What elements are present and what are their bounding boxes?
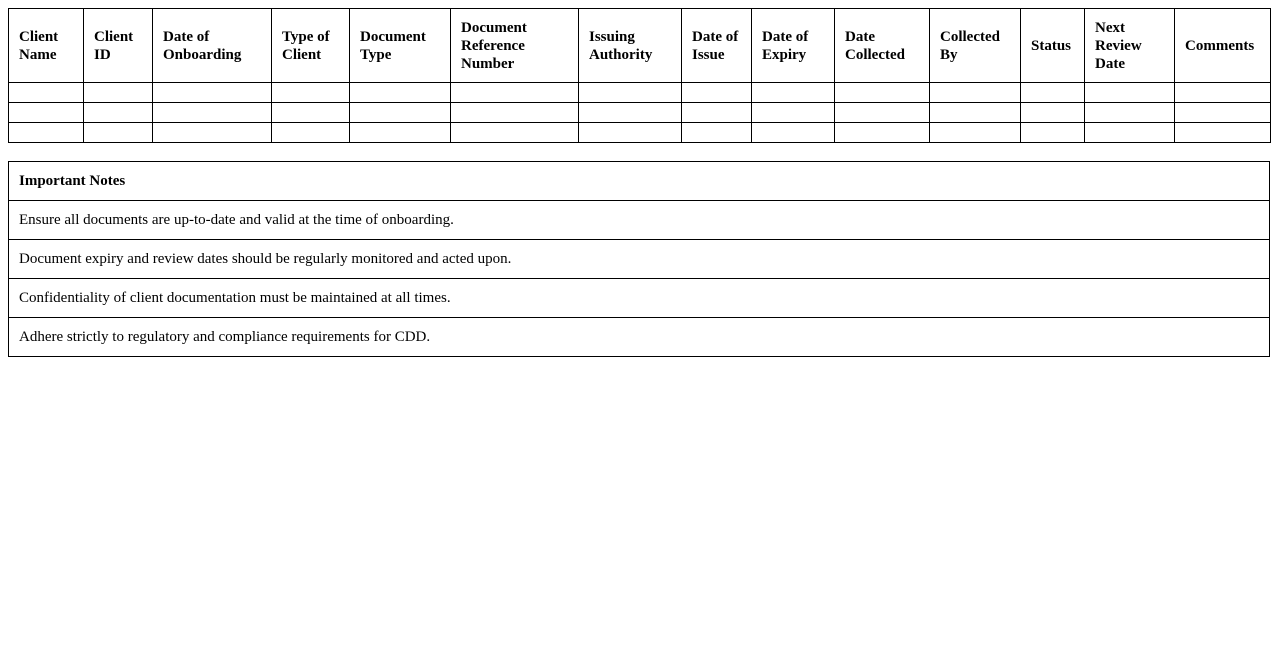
table-cell[interactable]: [930, 123, 1021, 143]
table-cell[interactable]: [682, 123, 752, 143]
table-cell[interactable]: [84, 83, 153, 103]
note-item: Ensure all documents are up-to-date and valid at the time of onboarding.: [9, 201, 1270, 240]
column-header-date-of-expiry: Date of Expiry: [752, 9, 835, 83]
table-cell[interactable]: [9, 83, 84, 103]
table-cell[interactable]: [1175, 103, 1271, 123]
note-item: Confidentiality of client documentation must be maintained at all times.: [9, 279, 1270, 318]
table-cell[interactable]: [1085, 103, 1175, 123]
column-header-client-name: Client Name: [9, 9, 84, 83]
document-body: [8, 8, 1270, 357]
note-item: Adhere strictly to regulatory and compliance requirements for CDD.: [9, 318, 1270, 357]
table-row: [9, 103, 1271, 123]
table-cell[interactable]: [682, 103, 752, 123]
table-cell[interactable]: [272, 123, 350, 143]
note-row: [9, 201, 1270, 240]
column-header-status: Status: [1021, 9, 1085, 83]
table-cell[interactable]: [752, 123, 835, 143]
table-cell[interactable]: [272, 83, 350, 103]
table-cell[interactable]: [153, 123, 272, 143]
table-cell[interactable]: [930, 103, 1021, 123]
table-cell[interactable]: [835, 103, 930, 123]
column-header-type-of-client: Type of Client: [272, 9, 350, 83]
table-cell[interactable]: [9, 123, 84, 143]
table-cell[interactable]: [1021, 103, 1085, 123]
table-cell[interactable]: [451, 103, 579, 123]
table-cell[interactable]: [579, 103, 682, 123]
table-cell[interactable]: [579, 83, 682, 103]
column-header-date-of-issue: Date of Issue: [682, 9, 752, 83]
table-cell[interactable]: [835, 83, 930, 103]
table-cell[interactable]: [1021, 83, 1085, 103]
table-cell[interactable]: [272, 103, 350, 123]
note-item: Document expiry and review dates should be regularly monitored and acted upon.: [9, 240, 1270, 279]
column-header-collected-by: Collected By: [930, 9, 1021, 83]
table-cell[interactable]: [451, 83, 579, 103]
note-row: [9, 240, 1270, 279]
table-cell[interactable]: [84, 123, 153, 143]
header-row: [9, 9, 1271, 83]
note-row: [9, 318, 1270, 357]
table-cell[interactable]: [752, 103, 835, 123]
cdd-table: [8, 8, 1271, 143]
notes-header-row: [9, 162, 1270, 201]
table-cell[interactable]: [1175, 83, 1271, 103]
section-spacer: [8, 143, 1270, 161]
note-row: [9, 279, 1270, 318]
table-cell[interactable]: [451, 123, 579, 143]
column-header-document-type: Document Type: [350, 9, 451, 83]
column-header-next-review-date: Next Review Date: [1085, 9, 1175, 83]
table-cell[interactable]: [682, 83, 752, 103]
table-cell[interactable]: [1085, 123, 1175, 143]
column-header-client-id: Client ID: [84, 9, 153, 83]
column-header-comments: Comments: [1175, 9, 1271, 83]
table-row: [9, 123, 1271, 143]
table-cell[interactable]: [84, 103, 153, 123]
table-cell[interactable]: [579, 123, 682, 143]
table-cell[interactable]: [153, 103, 272, 123]
column-header-document-reference-number: Document Reference Number: [451, 9, 579, 83]
table-cell[interactable]: [350, 83, 451, 103]
table-cell[interactable]: [350, 123, 451, 143]
important-notes-table: [8, 161, 1270, 357]
table-row: [9, 83, 1271, 103]
notes-title: Important Notes: [9, 162, 1270, 201]
table-cell[interactable]: [350, 103, 451, 123]
column-header-date-of-onboarding: Date of Onboarding: [153, 9, 272, 83]
table-cell[interactable]: [1175, 123, 1271, 143]
table-cell[interactable]: [153, 83, 272, 103]
table-cell[interactable]: [835, 123, 930, 143]
table-cell[interactable]: [930, 83, 1021, 103]
table-cell[interactable]: [1021, 123, 1085, 143]
table-cell[interactable]: [1085, 83, 1175, 103]
table-cell[interactable]: [752, 83, 835, 103]
column-header-date-collected: Date Collected: [835, 9, 930, 83]
column-header-issuing-authority: Issuing Authority: [579, 9, 682, 83]
table-cell[interactable]: [9, 103, 84, 123]
